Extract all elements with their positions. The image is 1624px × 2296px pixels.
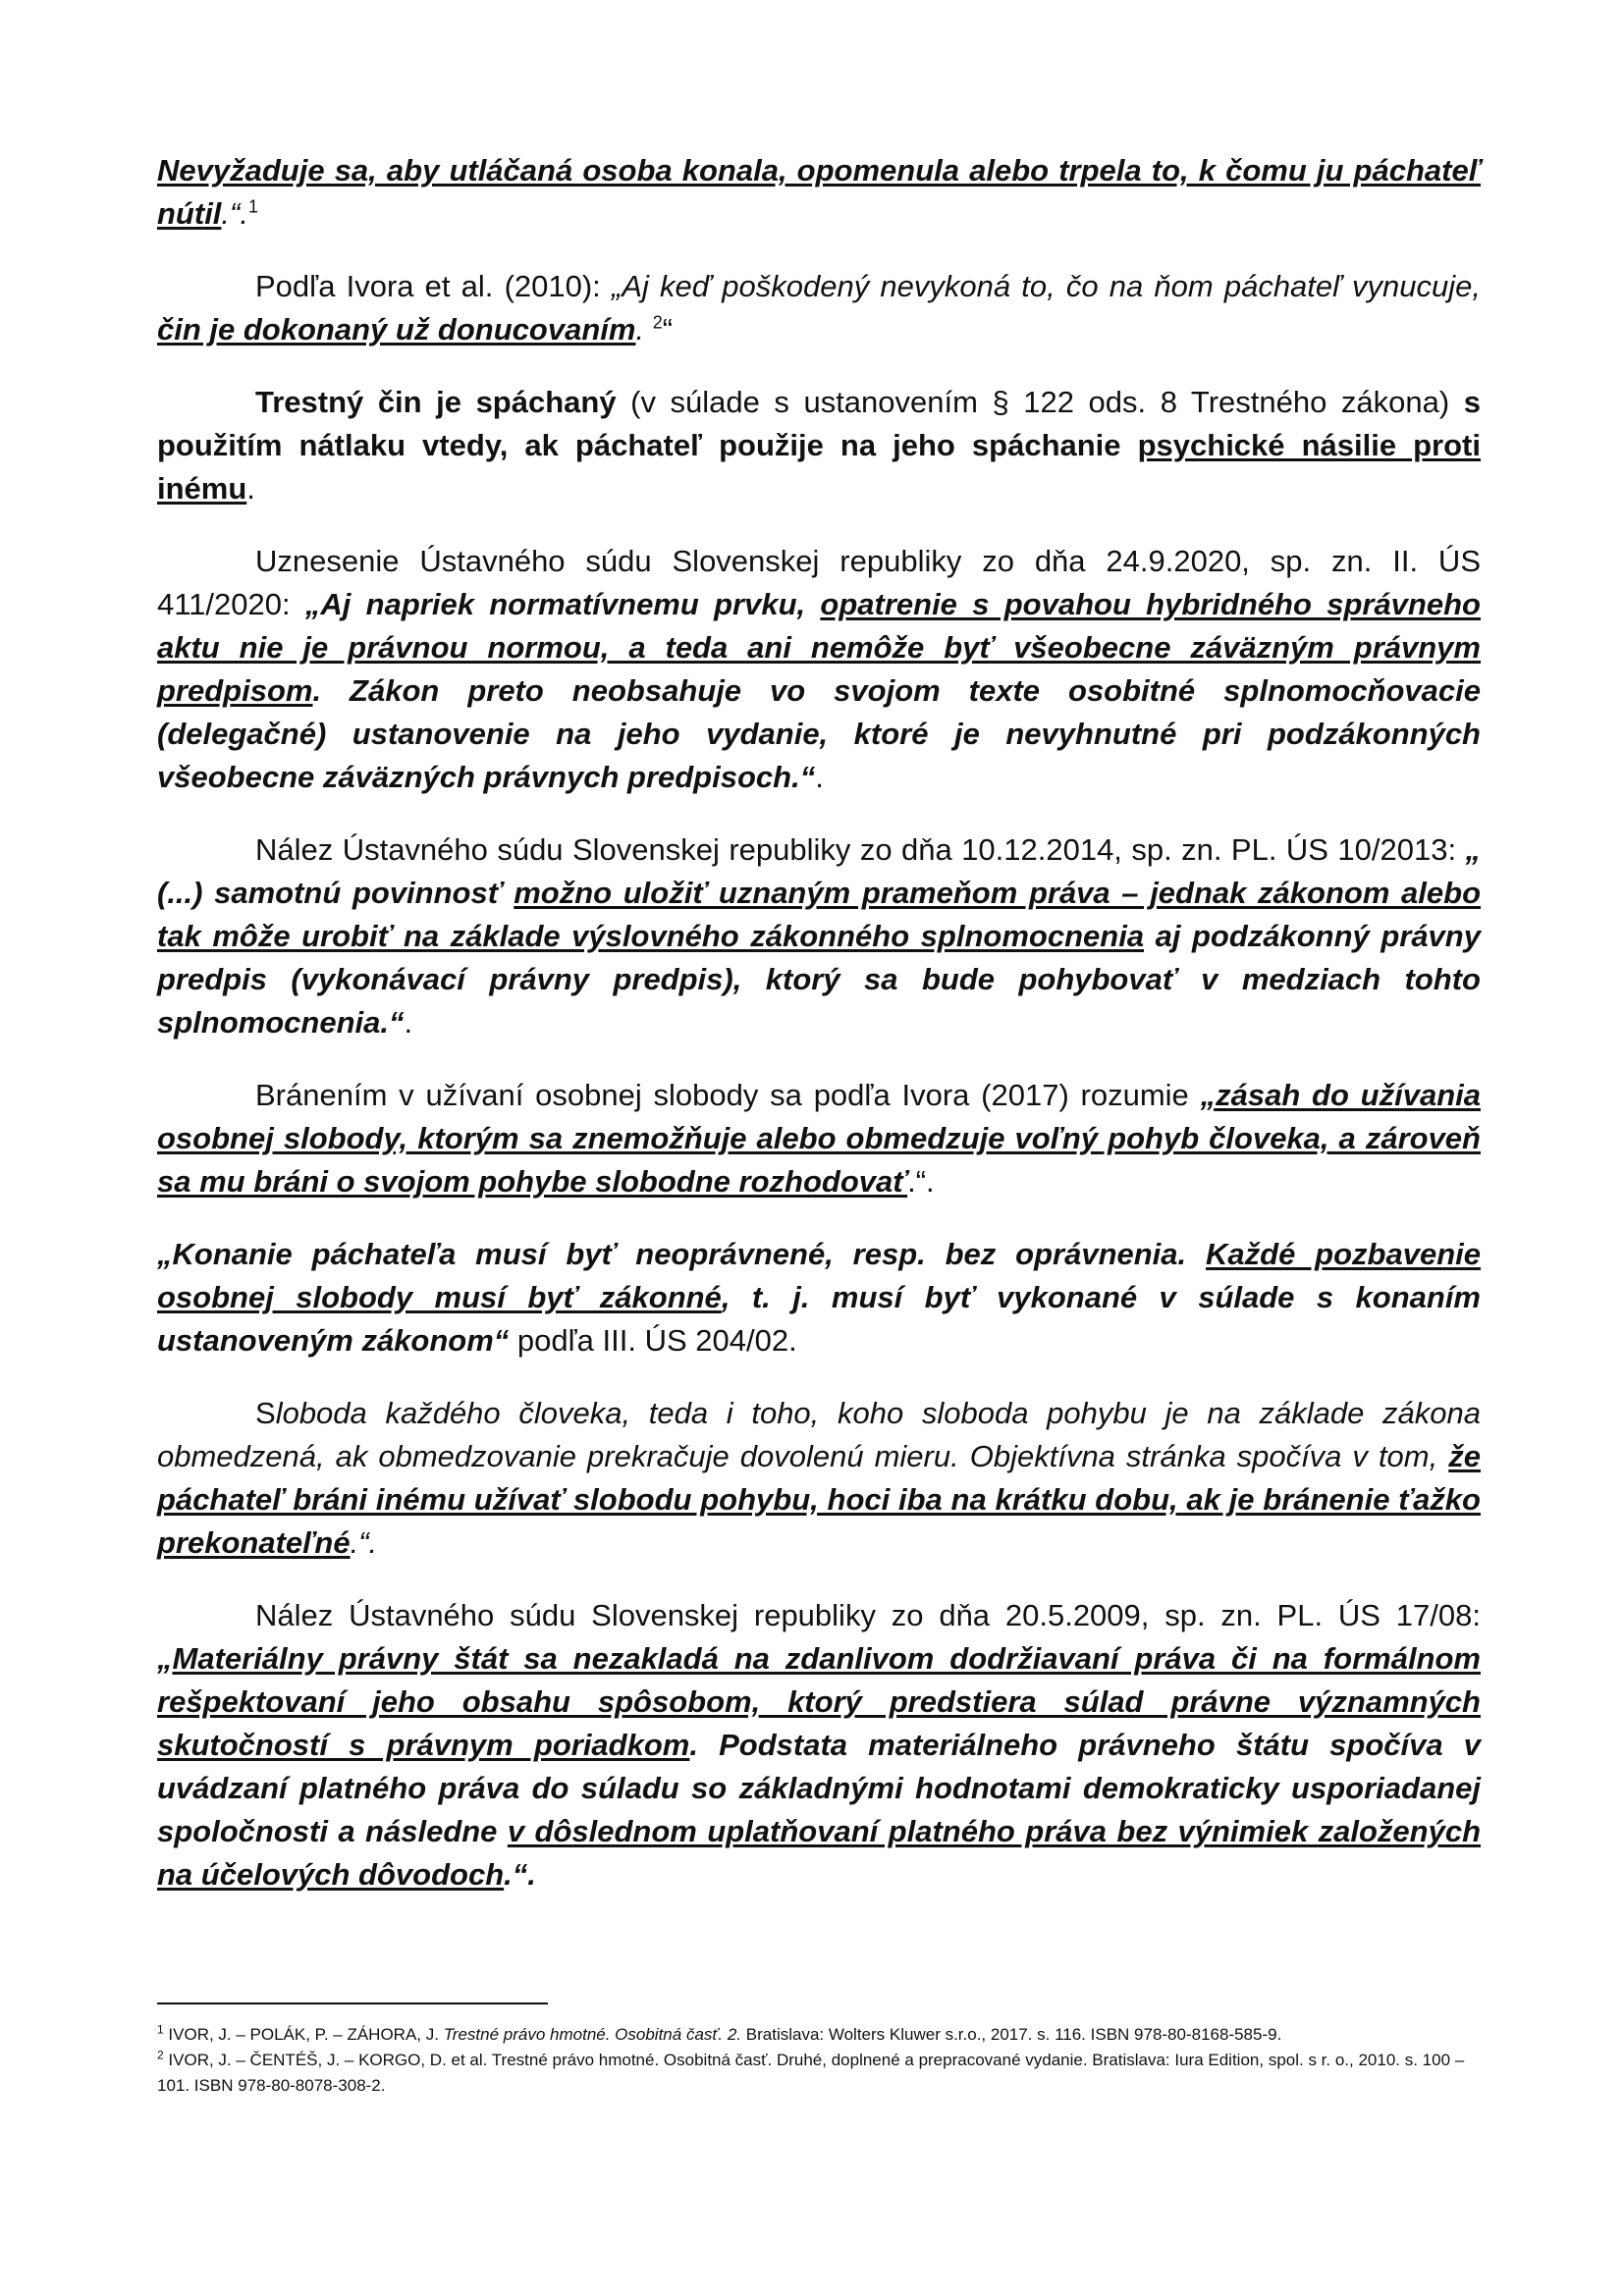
- footnote-reference: 1: [157, 2022, 164, 2037]
- text-run: podľa III. ÚS 204/02.: [509, 1323, 797, 1358]
- text-run: Podľa Ivora et al. (2010):: [255, 269, 612, 303]
- footnote: [157, 2048, 1481, 2099]
- text-run: „: [157, 1641, 173, 1676]
- text-run: Trestné právo hmotné. Osobitná časť. 2.: [443, 2025, 742, 2044]
- footnote-reference: 2: [652, 312, 663, 333]
- paragraph: [157, 1074, 1481, 1203]
- text-run: že páchateľ bráni inému užívať slobodu pohybu, hoci iba na krátku dobu, ak je bránenie ťažko prekonateľné: [157, 1439, 1481, 1560]
- text-run: Materiálny právny štát sa nezakladá na zdanlivom dodržiavaní práva či na formálnom rešpektovaní jeho obsahu spôsobom, ktorý predstiera súlad právne významných skutočností s právnym poriadkom: [157, 1641, 1481, 1762]
- text-run: Nález Ústavného súdu Slovenskej republiky zo dňa 20.5.2009, sp. zn. PL. ÚS 17/08:: [255, 1598, 1481, 1632]
- footnote-reference: 2: [157, 2048, 164, 2062]
- text-run: Nález Ústavného súdu Slovenskej republiky zo dňa 10.12.2014, sp. zn. PL. ÚS 10/2013:: [255, 832, 1466, 867]
- text-run: „Aj keď poškodený nevykoná to, čo na ňom páchateľ vynucuje,: [611, 269, 1481, 303]
- text-run: Nevyžaduje sa, aby utláčaná osoba konala, opomenula alebo trpela to, k čomu ju páchateľ nútil: [157, 153, 1481, 231]
- text-run: .: [404, 1005, 413, 1040]
- text-run: možno uložiť uznaným prameňom práva – jednak zákonom alebo tak môže urobiť na základe výslovného zákonného splnomocnenia: [157, 876, 1482, 953]
- text-run: .“.: [350, 1525, 378, 1560]
- paragraph: [157, 540, 1481, 799]
- text-run: s použitím nátlaku vtedy, ak páchateľ použije na jeho spáchanie: [157, 385, 1481, 462]
- text-run: , t. j. musí byť vykonané v súlade s konaním ustanoveným zákonom“: [157, 1280, 1481, 1358]
- text-run: .“.: [907, 1164, 935, 1199]
- text-run: „Konanie páchateľa musí byť neoprávnené, resp. bez oprávnenia.: [157, 1237, 1207, 1271]
- footnote-reference: 1: [247, 196, 258, 217]
- paragraph: [157, 828, 1481, 1044]
- text-run: Každé pozbavenie osobnej slobody musí byť zákonné: [157, 1237, 1481, 1314]
- text-run: .: [246, 471, 255, 506]
- text-run: S: [255, 1396, 276, 1430]
- text-run: „zásah do užívania osobnej slobody, ktorým sa znemožňuje alebo obmedzuje voľný pohyb človeka, a zároveň sa mu bráni o svojom pohybe slobodne rozhodovať: [157, 1078, 1481, 1199]
- text-run: „ (...) samotnú povinnosť: [157, 832, 1481, 910]
- text-run: Trestný čin je spáchaný: [255, 385, 617, 419]
- text-run: . Podstata materiálneho právneho štátu spočíva v uvádzaní platného práva do súladu so základnými hodnotami demokraticky usporiadanej spoločnosti a následne: [157, 1728, 1481, 1848]
- footnote: [157, 2022, 1481, 2048]
- text-run: „Aj napriek normatívnemu prvku,: [304, 587, 821, 621]
- text-run: v dôslednom uplatňovaní platného práva bez výnimiek založených na účelových dôvodoch: [157, 1814, 1481, 1892]
- text-run: .“.: [221, 196, 248, 231]
- paragraph: [157, 1233, 1481, 1362]
- footnote-list: [157, 2022, 1481, 2099]
- text-run: aj podzákonný právny predpis (vykonávací právny predpis), ktorý sa bude pohybovať v medziach tohto splnomocnenia.“: [157, 919, 1481, 1040]
- paragraph: [157, 1594, 1481, 1896]
- text-run: .: [815, 760, 824, 794]
- text-run: čin je dokonaný už donucovaním: [157, 312, 636, 347]
- text-run: Bratislava: Wolters Kluwer s.r.o., 2017. s. 116. ISBN 978-80-8168-585-9.: [741, 2025, 1282, 2044]
- paragraph: [157, 149, 1481, 236]
- text-run: . Zákon preto neobsahuje vo svojom texte osobitné splnomocňovacie (delegačné) ustanovenie na jeho vydanie, ktoré je nevyhnutné pri podzákonných všeobecne záväzných právnych predpisoch.“: [157, 673, 1481, 794]
- text-run: Bránením v užívaní osobnej slobody sa podľa Ivora (2017) rozumie: [255, 1078, 1201, 1112]
- text-run: “: [662, 312, 674, 347]
- text-run: loboda každého človeka, teda i toho, koho sloboda pohybu je na základe zákona obmedzená, ak obmedzovanie prekračuje dovolenú mieru. Objektívna stránka spočíva v tom,: [157, 1396, 1481, 1473]
- footnotes-area: [157, 2002, 1481, 2099]
- paragraph: [157, 1392, 1481, 1565]
- text-run: (v súlade s ustanovením § 122 ods. 8 Trestného zákona): [616, 385, 1464, 419]
- footnote-separator: [157, 2002, 548, 2004]
- text-run: IVOR, J. – ČENTÉŠ, J. – KORGO, D. et al. Trestné právo hmotné. Osobitná časť. Druhé, doplnené a prepracované vydanie. Bratislava: Iura Edition, spol. s r. o., 2010. s. 100 – 101. ISBN 978-80-8078-308-2.: [157, 2051, 1465, 2095]
- text-run: .“.: [504, 1857, 536, 1892]
- paragraph: [157, 265, 1481, 351]
- text-run: .: [635, 312, 653, 347]
- text-run: opatrenie s povahou hybridného správneho aktu nie je právnou normou, a teda ani nemôže byť všeobecne záväzným právnym predpisom: [157, 587, 1481, 708]
- document-body: [157, 149, 1481, 1926]
- text-run: Uznesenie Ústavného súdu Slovenskej republiky zo dňa 24.9.2020, sp. zn. II. ÚS 411/2020:: [157, 544, 1481, 621]
- paragraph: [157, 381, 1481, 510]
- text-run: psychické násilie proti inému: [157, 428, 1481, 506]
- text-run: IVOR, J. – POLÁK, P. – ZÁHORA, J.: [163, 2025, 444, 2044]
